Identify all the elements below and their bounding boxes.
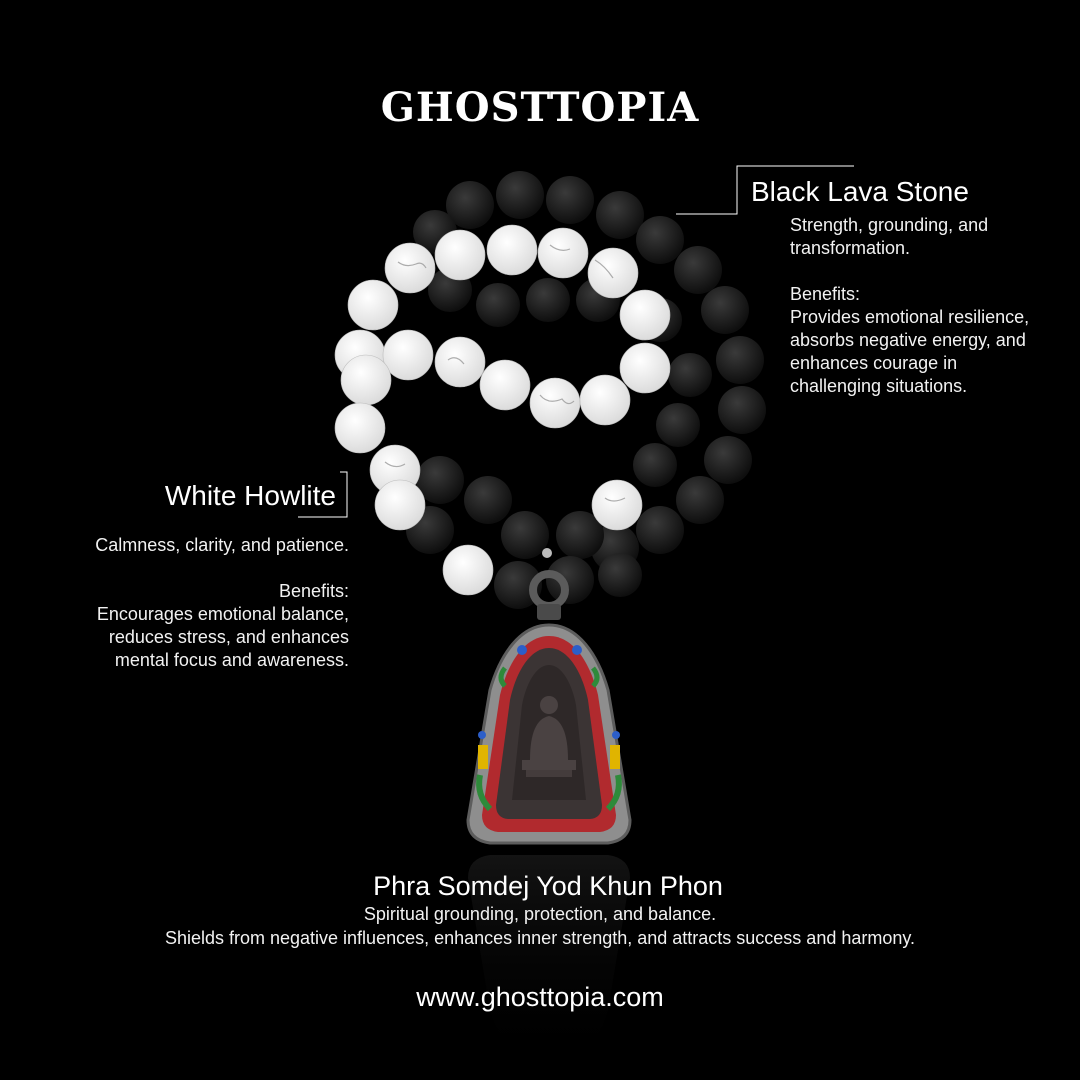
black-lava-description: [790, 214, 1029, 398]
amulet-title: Phra Somdej Yod Khun Phon: [373, 871, 723, 901]
white-howlite-title: White Howlite: [164, 480, 336, 511]
amulet-pendant: [468, 625, 630, 843]
amulet-line-2: Shields from negative influences, enhances inner strength, and attracts success and harmony.: [164, 928, 916, 948]
text-line: Calmness, clarity, and patience.: [95, 535, 349, 555]
benefits-label: Benefits:: [278, 581, 349, 601]
brand-title: GHOSTTOPIA: [380, 84, 700, 131]
website-url: www.ghosttopia.com: [416, 982, 664, 1012]
text-line: enhances courage in: [790, 353, 958, 373]
text-line: absorbs negative energy, and: [790, 330, 1026, 350]
text-line: reduces stress, and enhances: [108, 627, 349, 647]
text-line: Strength, grounding, and: [790, 215, 989, 235]
white-howlite-description: [0, 534, 349, 672]
text-line: Provides emotional resilience,: [790, 307, 1030, 327]
benefits-label: Benefits:: [790, 284, 861, 304]
amulet-line-1: Spiritual grounding, protection, and balance.: [363, 904, 717, 924]
text-line: mental focus and awareness.: [114, 650, 349, 670]
text-line: challenging situations.: [790, 376, 968, 396]
black-lava-title: Black Lava Stone: [751, 176, 969, 207]
text-line: Encourages emotional balance,: [96, 604, 349, 624]
text-line: transformation.: [790, 238, 911, 258]
